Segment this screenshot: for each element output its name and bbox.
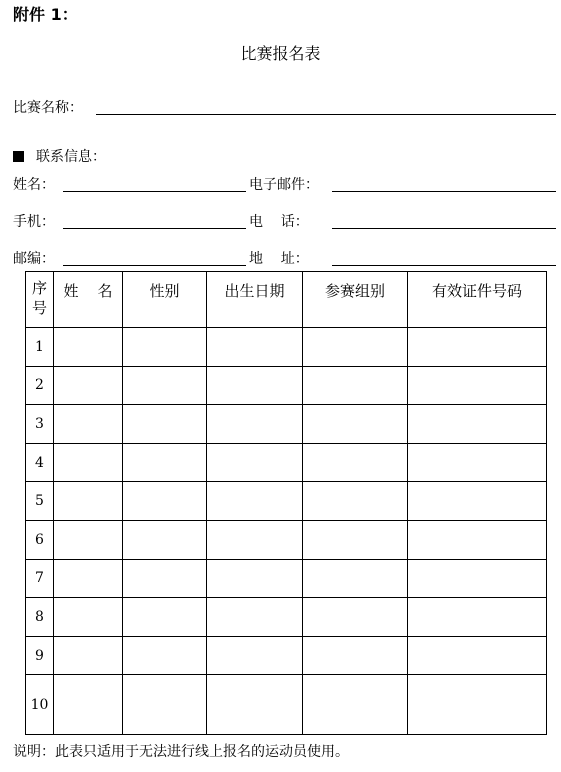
page-title: 比赛报名表 — [240, 44, 321, 63]
address-label: 地 址： — [249, 251, 309, 267]
cell-id-number[interactable] — [408, 675, 547, 735]
cell-gender[interactable] — [123, 443, 207, 482]
email-label: 电子邮件： — [249, 177, 319, 193]
match-name-label: 比赛名称： — [13, 100, 83, 116]
cell-id-number[interactable] — [408, 520, 547, 559]
table-row — [26, 443, 547, 482]
phone-label: 电 话： — [249, 214, 309, 230]
row-number: 4 — [26, 443, 54, 482]
row-number: 6 — [26, 520, 54, 559]
table-row — [26, 482, 547, 521]
bullet-square-icon — [13, 151, 24, 162]
cell-group[interactable] — [303, 675, 408, 735]
table-row — [26, 636, 547, 675]
cell-birthdate[interactable] — [207, 559, 303, 598]
table-row — [26, 328, 547, 367]
cell-id-number[interactable] — [408, 636, 547, 675]
row-number: 8 — [26, 598, 54, 637]
cell-birthdate[interactable] — [207, 405, 303, 444]
name-field[interactable] — [63, 191, 246, 192]
table-header-row — [26, 272, 547, 328]
postcode-label: 邮编： — [13, 251, 55, 267]
row-number: 1 — [26, 328, 54, 367]
cell-group[interactable] — [303, 405, 408, 444]
mobile-field[interactable] — [63, 228, 246, 229]
cell-name[interactable] — [54, 405, 123, 444]
cell-id-number[interactable] — [408, 366, 547, 405]
cell-birthdate[interactable] — [207, 598, 303, 637]
cell-id-number[interactable] — [408, 328, 547, 367]
cell-group[interactable] — [303, 598, 408, 637]
cell-id-number[interactable] — [408, 443, 547, 482]
row-number: 7 — [26, 559, 54, 598]
table-row — [26, 675, 547, 735]
cell-name[interactable] — [54, 675, 123, 735]
cell-birthdate[interactable] — [207, 366, 303, 405]
cell-group[interactable] — [303, 366, 408, 405]
cell-id-number[interactable] — [408, 559, 547, 598]
col-header-gender: 性别 — [123, 272, 207, 328]
cell-name[interactable] — [54, 520, 123, 559]
address-field[interactable] — [332, 265, 556, 266]
contact-info-heading — [13, 146, 106, 166]
row-number: 9 — [26, 636, 54, 675]
cell-birthdate[interactable] — [207, 675, 303, 735]
cell-birthdate[interactable] — [207, 520, 303, 559]
table-row — [26, 559, 547, 598]
cell-gender[interactable] — [123, 675, 207, 735]
cell-gender[interactable] — [123, 366, 207, 405]
cell-id-number[interactable] — [408, 598, 547, 637]
footer-note: 说明：此表只适用于无法进行线上报名的运动员使用。 — [13, 744, 349, 760]
cell-name[interactable] — [54, 443, 123, 482]
col-header-group: 参赛组别 — [303, 272, 408, 328]
cell-gender[interactable] — [123, 482, 207, 521]
row-number: 2 — [26, 366, 54, 405]
cell-group[interactable] — [303, 443, 408, 482]
cell-name[interactable] — [54, 366, 123, 405]
cell-gender[interactable] — [123, 598, 207, 637]
cell-id-number[interactable] — [408, 482, 547, 521]
col-header-birthdate: 出生日期 — [207, 272, 303, 328]
cell-group[interactable] — [303, 520, 408, 559]
cell-name[interactable] — [54, 636, 123, 675]
email-field[interactable] — [332, 191, 556, 192]
table-row — [26, 598, 547, 637]
cell-name[interactable] — [54, 482, 123, 521]
cell-name[interactable] — [54, 598, 123, 637]
attachment-label: 附件 1： — [13, 5, 78, 24]
match-name-field[interactable] — [96, 114, 556, 115]
cell-gender[interactable] — [123, 636, 207, 675]
table-row — [26, 366, 547, 405]
cell-birthdate[interactable] — [207, 636, 303, 675]
row-number: 5 — [26, 482, 54, 521]
cell-gender[interactable] — [123, 405, 207, 444]
table-row — [26, 520, 547, 559]
row-number: 3 — [26, 405, 54, 444]
cell-group[interactable] — [303, 482, 408, 521]
name-label: 姓名： — [13, 177, 55, 193]
col-header-seq: 序号 — [26, 272, 54, 328]
cell-name[interactable] — [54, 328, 123, 367]
cell-id-number[interactable] — [408, 405, 547, 444]
cell-gender[interactable] — [123, 559, 207, 598]
cell-birthdate[interactable] — [207, 482, 303, 521]
col-header-name: 姓 名 — [54, 272, 123, 328]
cell-gender[interactable] — [123, 520, 207, 559]
cell-name[interactable] — [54, 559, 123, 598]
cell-group[interactable] — [303, 636, 408, 675]
contact-info-label: 联系信息： — [36, 149, 106, 165]
registration-table — [25, 271, 547, 735]
cell-gender[interactable] — [123, 328, 207, 367]
cell-birthdate[interactable] — [207, 328, 303, 367]
phone-field[interactable] — [332, 228, 556, 229]
col-header-id-number: 有效证件号码 — [408, 272, 547, 328]
mobile-label: 手机： — [13, 214, 55, 230]
row-number: 10 — [26, 675, 54, 735]
cell-group[interactable] — [303, 328, 408, 367]
cell-birthdate[interactable] — [207, 443, 303, 482]
postcode-field[interactable] — [63, 265, 246, 266]
table-row — [26, 405, 547, 444]
cell-group[interactable] — [303, 559, 408, 598]
